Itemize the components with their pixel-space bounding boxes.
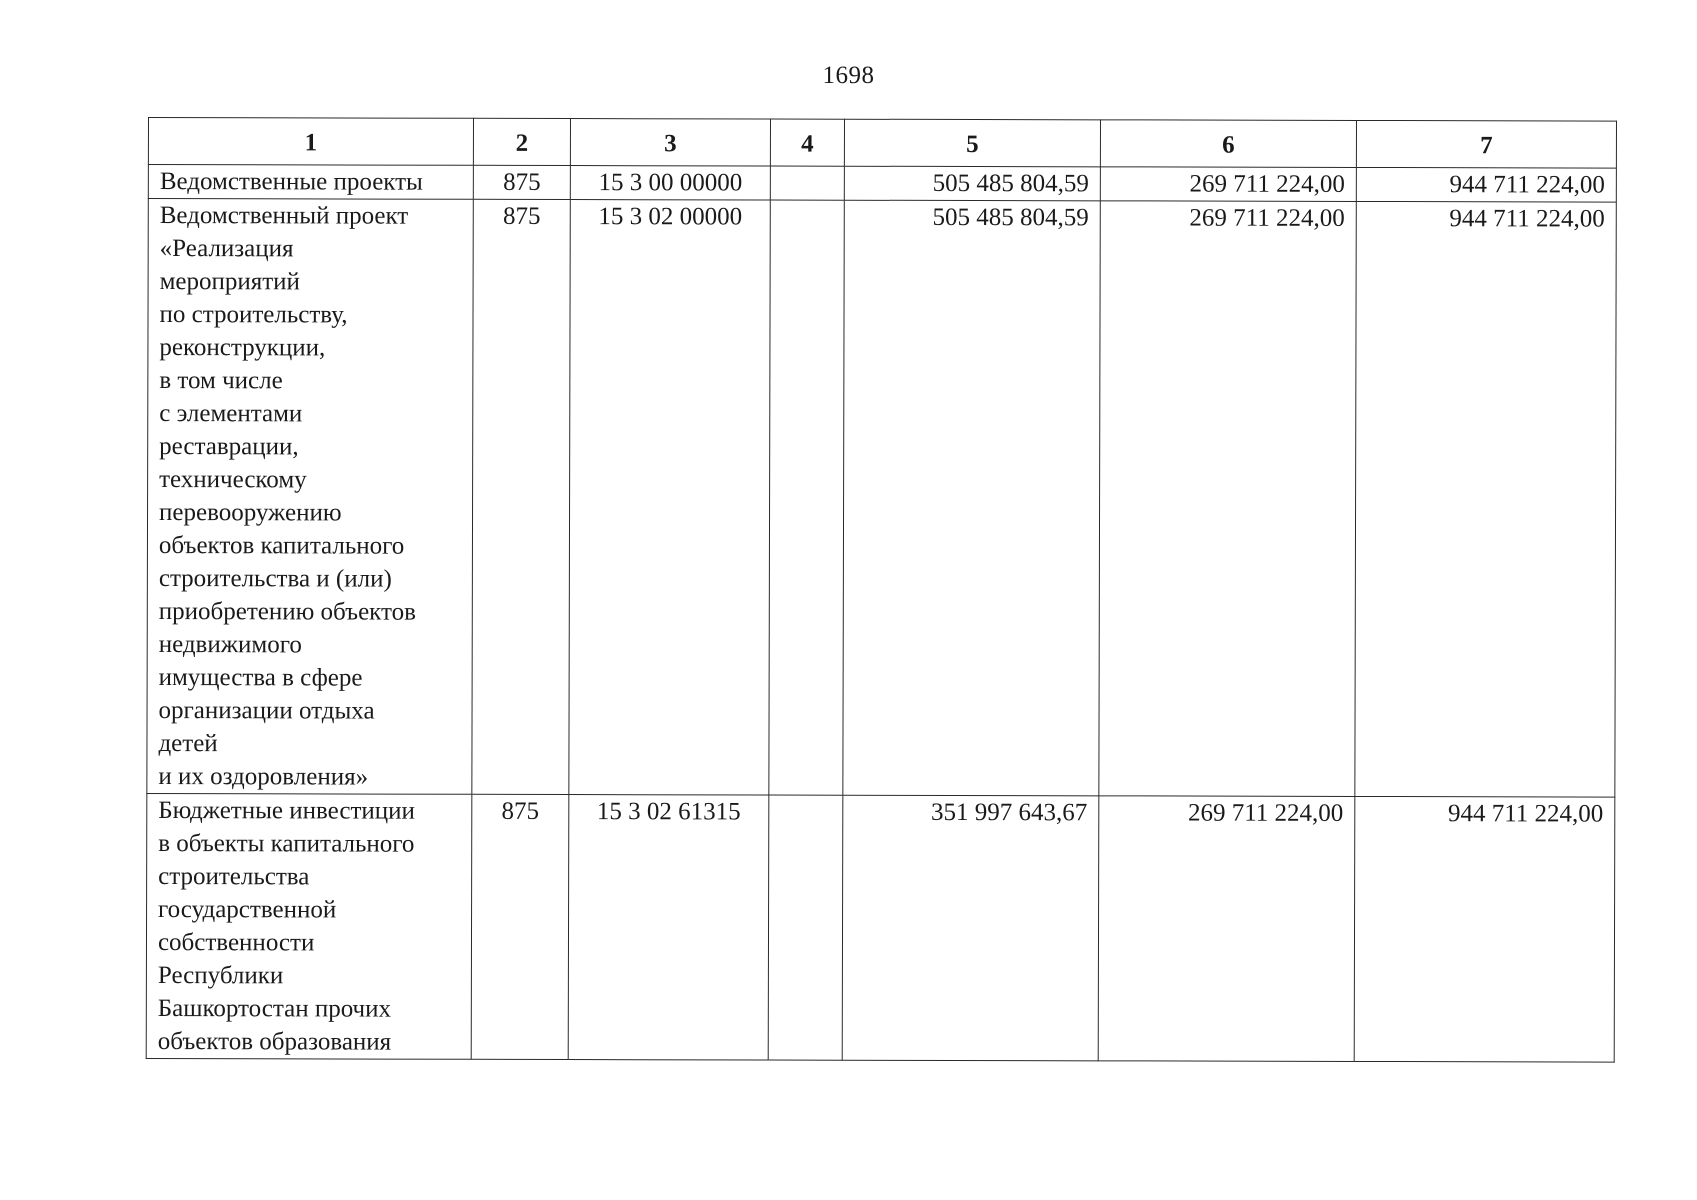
column-header-2: 2 [473,118,570,165]
row-name-line: и их оздоровления» [158,763,369,791]
row-name-line: Республики [157,962,284,990]
row-name-line: в объекты капитального [158,830,415,858]
row-name-line: техническому [159,466,307,494]
row-name-line: по строительству, [159,301,348,329]
row-col4-cell [770,166,844,200]
row-name-line: перевооружению [159,499,342,527]
row-name-line: приобретению объектов [158,598,416,626]
row-name-line: детей [158,730,218,758]
row-col6-cell: 269 711 224,00 [1100,167,1356,202]
row-name-line: строительства и (или) [158,565,392,593]
row-name-line: в том числе [159,367,283,395]
row-col4-cell [768,795,843,1060]
row-name-line: организации отдыха [158,697,375,725]
row-name-line: недвижимого [158,631,302,659]
row-col2-cell: 875 [473,165,570,199]
row-col3-cell: 15 3 02 61315 [568,795,769,1060]
row-name-line: с элементами [159,400,303,428]
column-header-4: 4 [770,119,844,166]
row-col2-cell: 875 [471,794,569,1059]
column-header-7: 7 [1356,120,1616,168]
row-name-line: Ведомственный проект [159,202,409,230]
column-header-3: 3 [570,119,770,166]
table-row [148,165,1616,203]
table-header-row [148,118,1616,169]
row-col5-cell: 351 997 643,67 [842,795,1099,1061]
row-col6-cell: 269 711 224,00 [1098,796,1355,1062]
row-name-line: Башкортостан прочих [157,995,392,1023]
row-col5-cell: 505 485 804,59 [844,166,1100,201]
table-row [146,793,1615,1062]
row-col3-cell: 15 3 02 00000 [569,200,770,795]
column-header-5: 5 [844,119,1100,167]
table-row [147,199,1616,798]
row-name-line: государственной [158,896,337,924]
row-col5-cell: 505 485 804,59 [843,200,1100,796]
column-header-6: 6 [1100,120,1356,168]
budget-table [146,117,1617,1063]
row-col3-cell: 15 3 00 00000 [570,166,770,200]
row-name-line: мероприятий [159,268,300,296]
row-name-line: строительства [158,863,310,891]
row-col6-cell: 269 711 224,00 [1099,201,1356,797]
row-name-line: реконструкции, [159,334,326,362]
row-name-cell [147,199,473,795]
row-col4-cell [769,200,844,795]
row-name-line: объектов капитального [158,532,405,560]
row-col2-cell: 875 [472,199,570,794]
row-col7-cell: 944 711 224,00 [1354,796,1615,1062]
row-name-cell [146,793,472,1059]
row-name-line: реставрации, [159,433,299,461]
row-name-line: имущества в сфере [158,664,363,692]
row-name-line: «Реализация [159,235,294,263]
budget-table-wrapper [146,117,1616,1063]
row-name-line: Бюджетные инвестиции [158,797,415,825]
row-name-cell [148,165,473,200]
column-header-1: 1 [148,118,473,166]
row-col7-cell: 944 711 224,00 [1356,167,1616,202]
row-name-line: собственности [157,929,315,957]
row-col7-cell: 944 711 224,00 [1355,201,1616,797]
row-name-line: Ведомственные проекты [159,168,423,196]
row-name-line: объектов образования [157,1028,392,1056]
page-number: 1698 [822,62,875,89]
